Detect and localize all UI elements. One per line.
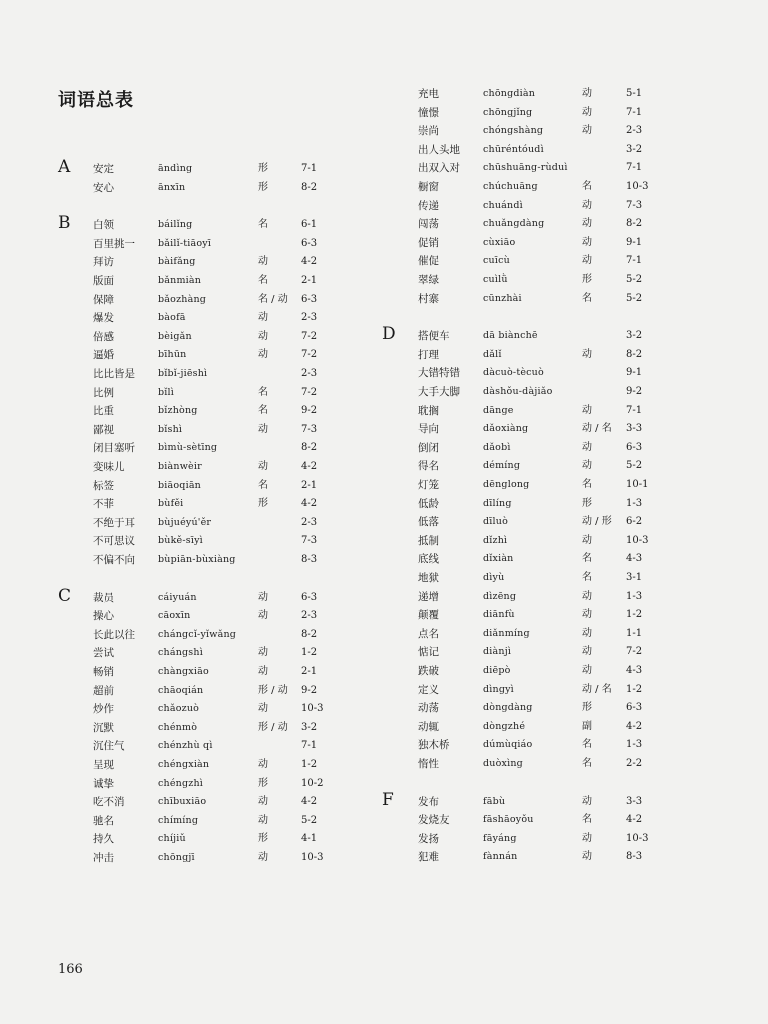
entry-lesson-ref: 6-3	[301, 591, 318, 603]
entry-word: 倒闭	[418, 441, 439, 454]
entry-pinyin: chénzhù qì	[158, 740, 213, 752]
entry-word: 安心	[93, 181, 114, 194]
entry-pinyin: fāshāoyǒu	[483, 814, 534, 826]
entry-word: 闯荡	[418, 218, 439, 231]
entry-part-of-speech: 动	[582, 534, 592, 546]
entry-lesson-ref: 10-3	[626, 832, 649, 844]
entry-part-of-speech: 形	[582, 702, 592, 714]
entry-part-of-speech: 动	[582, 404, 592, 416]
entry-word: 白领	[93, 219, 114, 232]
entry-word: 定义	[418, 683, 439, 696]
entry-lesson-ref: 1-2	[626, 609, 643, 621]
entry-lesson-ref: 9-2	[301, 405, 318, 417]
entry-pinyin: bìmù-sètīng	[158, 442, 218, 454]
entry-pinyin: bàifǎng	[158, 256, 196, 268]
entry-word: 地狱	[418, 572, 439, 584]
entry-word: 传递	[418, 199, 439, 212]
entry-lesson-ref: 1-2	[301, 759, 318, 770]
entry-word: 促销	[418, 236, 439, 249]
entry-part-of-speech: 动	[582, 441, 592, 453]
entry-word: 不绝于耳	[93, 516, 135, 529]
entry-pinyin: dā biànchē	[483, 330, 538, 342]
entry-pinyin: biànwèir	[158, 461, 202, 472]
entry-lesson-ref: 2-3	[301, 610, 318, 622]
entry-lesson-ref: 4-2	[626, 814, 643, 826]
entry-lesson-ref: 9-2	[301, 684, 318, 696]
entry-part-of-speech: 动	[582, 851, 592, 863]
entry-word: 抵制	[418, 534, 439, 547]
entry-lesson-ref: 4-2	[626, 720, 643, 732]
entry-lesson-ref: 5-2	[626, 274, 643, 285]
entry-pinyin: chángshì	[158, 647, 203, 659]
entry-part-of-speech: 动	[582, 106, 592, 118]
entry-pinyin: chāoqián	[158, 684, 204, 696]
entry-word: 得名	[418, 460, 439, 473]
entry-pinyin: cùxiāo	[483, 236, 516, 248]
entry-pinyin: dīluò	[483, 516, 508, 528]
entry-lesson-ref: 7-1	[301, 740, 318, 752]
entry-pinyin: dēnglong	[483, 479, 530, 490]
entry-lesson-ref: 7-1	[626, 404, 643, 416]
entry-part-of-speech: 名	[582, 553, 592, 565]
entry-lesson-ref: 7-1	[301, 163, 318, 174]
entry-pinyin: dǐzhì	[483, 534, 508, 546]
entry-word: 低落	[418, 516, 439, 529]
entry-word: 点名	[418, 627, 439, 640]
entry-lesson-ref: 2-1	[301, 275, 318, 286]
entry-part-of-speech: 动	[582, 590, 592, 602]
entry-part-of-speech: 名	[258, 405, 268, 417]
entry-lesson-ref: 7-2	[301, 330, 318, 342]
entry-pinyin: dàcuò-tècuò	[483, 367, 544, 379]
entry-word: 递增	[418, 590, 439, 603]
entry-word: 持久	[93, 833, 114, 846]
entry-pinyin: chōngjǐng	[483, 106, 533, 118]
entry-part-of-speech: 副	[582, 720, 592, 732]
entry-word: 百里挑一	[93, 237, 135, 250]
entry-pinyin: āndìng	[158, 163, 193, 174]
entry-lesson-ref: 6-3	[626, 441, 643, 453]
entry-lesson-ref: 7-1	[626, 255, 643, 267]
entry-lesson-ref: 1-3	[626, 739, 643, 751]
entry-word: 橱窗	[418, 181, 439, 193]
entry-lesson-ref: 7-3	[301, 535, 318, 547]
entry-pinyin: chōngjī	[158, 852, 195, 863]
entry-word: 倍感	[93, 330, 114, 343]
entry-lesson-ref: 3-1	[626, 572, 643, 583]
entry-word: 吃不消	[93, 796, 125, 809]
entry-part-of-speech: 动 / 形	[582, 516, 612, 528]
entry-word: 底线	[418, 553, 439, 566]
entry-pinyin: dǎobì	[483, 441, 511, 453]
entry-word: 畅销	[93, 666, 114, 678]
entry-word: 比重	[93, 405, 114, 418]
entry-pinyin: bǐzhòng	[158, 405, 198, 417]
entry-word: 呈现	[93, 759, 114, 771]
entry-lesson-ref: 6-3	[626, 702, 643, 714]
entry-pinyin: diànjì	[483, 646, 512, 658]
entry-part-of-speech: 动	[582, 236, 592, 248]
entry-pinyin: démíng	[483, 460, 521, 472]
entry-lesson-ref: 9-2	[626, 386, 643, 397]
entry-lesson-ref: 6-2	[626, 516, 643, 528]
entry-lesson-ref: 4-1	[301, 833, 318, 845]
entry-part-of-speech: 形	[258, 498, 268, 510]
entry-pinyin: bǐshì	[158, 423, 183, 435]
entry-part-of-speech: 动	[582, 609, 592, 621]
entry-lesson-ref: 10-1	[626, 479, 649, 490]
entry-part-of-speech: 名	[258, 386, 268, 398]
section-letter: D	[382, 324, 396, 345]
entry-pinyin: báilǐng	[158, 219, 193, 231]
entry-part-of-speech: 动	[258, 349, 268, 361]
entry-lesson-ref: 2-3	[301, 368, 318, 379]
entry-lesson-ref: 6-1	[301, 219, 318, 231]
entry-pinyin: chíjiǔ	[158, 833, 186, 845]
entry-pinyin: duòxìng	[483, 758, 523, 769]
entry-lesson-ref: 7-3	[626, 199, 643, 211]
entry-word: 耽搁	[418, 404, 439, 417]
entry-pinyin: bǎilǐ-tiāoyī	[158, 237, 212, 249]
entry-pinyin: dàshǒu-dàjiǎo	[483, 386, 553, 397]
entry-lesson-ref: 5-2	[301, 814, 318, 826]
entry-pinyin: bǐbǐ-jiēshì	[158, 368, 208, 379]
entry-part-of-speech: 动	[582, 88, 592, 99]
entry-lesson-ref: 10-2	[301, 777, 324, 789]
entry-word: 出人头地	[418, 143, 460, 156]
entry-part-of-speech: 形	[258, 163, 268, 174]
entry-pinyin: chímíng	[158, 814, 199, 826]
entry-part-of-speech: 动	[582, 199, 592, 211]
entry-word: 操心	[93, 610, 114, 623]
entry-pinyin: fànnán	[483, 851, 518, 863]
entry-pinyin: bùjuéyú'ěr	[158, 516, 212, 528]
entry-part-of-speech: 形 / 动	[258, 721, 288, 733]
entry-pinyin: dòngdàng	[483, 702, 533, 714]
entry-pinyin: dǎlǐ	[483, 348, 502, 360]
entry-word: 变味儿	[93, 461, 125, 473]
entry-pinyin: chībuxiāo	[158, 796, 207, 808]
entry-word: 拜访	[93, 256, 114, 269]
entry-word: 惰性	[418, 758, 439, 770]
entry-part-of-speech: 形	[582, 497, 592, 509]
entry-pinyin: chǎozuò	[158, 703, 200, 715]
entry-part-of-speech: 动	[258, 814, 268, 826]
entry-word: 闭目塞听	[93, 442, 135, 455]
entry-part-of-speech: 动 / 名	[582, 683, 612, 695]
entry-pinyin: fāyáng	[483, 832, 517, 844]
entry-part-of-speech: 动	[582, 218, 592, 230]
entry-word: 动荡	[418, 702, 439, 715]
entry-part-of-speech: 名	[258, 275, 268, 286]
entry-lesson-ref: 7-2	[301, 386, 318, 398]
entry-pinyin: bǎnmiàn	[158, 275, 202, 286]
entry-word: 大错特错	[418, 367, 460, 380]
entry-pinyin: chéngzhì	[158, 777, 204, 789]
entry-pinyin: biāoqiān	[158, 479, 202, 491]
entry-pinyin: cāoxīn	[158, 610, 191, 622]
entry-word: 村寨	[418, 292, 439, 305]
entry-lesson-ref: 8-2	[626, 348, 643, 360]
entry-word: 比比皆是	[93, 368, 135, 380]
entry-lesson-ref: 2-1	[301, 666, 318, 677]
entry-pinyin: chōngdiàn	[483, 88, 536, 99]
entry-part-of-speech: 动	[258, 423, 268, 435]
entry-word: 炒作	[93, 703, 114, 716]
entry-word: 标签	[93, 479, 114, 492]
entry-lesson-ref: 10-3	[301, 852, 324, 863]
section-letter: B	[58, 213, 71, 234]
entry-part-of-speech: 动	[582, 665, 592, 676]
entry-part-of-speech: 形 / 动	[258, 684, 288, 696]
entry-lesson-ref: 7-1	[626, 162, 643, 174]
entry-part-of-speech: 动	[258, 591, 268, 603]
entry-part-of-speech: 动	[582, 460, 592, 472]
entry-part-of-speech: 名	[582, 739, 592, 751]
entry-lesson-ref: 4-2	[301, 461, 318, 472]
entry-part-of-speech: 动	[258, 703, 268, 715]
entry-pinyin: dúmùqiáo	[483, 739, 533, 751]
entry-pinyin: cuīcù	[483, 255, 510, 267]
entry-pinyin: chénmò	[158, 721, 198, 733]
entry-pinyin: dǐxiàn	[483, 553, 514, 565]
entry-part-of-speech: 名	[582, 572, 592, 583]
section-letter: C	[58, 585, 72, 606]
entry-lesson-ref: 4-2	[301, 256, 318, 268]
entry-word: 裁员	[93, 591, 114, 604]
entry-lesson-ref: 5-2	[626, 292, 643, 304]
entry-word: 不菲	[93, 498, 114, 511]
entry-lesson-ref: 1-2	[626, 683, 643, 695]
entry-lesson-ref: 2-2	[626, 758, 643, 769]
entry-pinyin: dīlíng	[483, 497, 512, 509]
entry-part-of-speech: 动 / 名	[582, 423, 612, 435]
entry-part-of-speech: 动	[258, 256, 268, 268]
entry-pinyin: bùpiān-bùxiàng	[158, 554, 236, 565]
entry-part-of-speech: 动	[258, 610, 268, 622]
entry-lesson-ref: 1-3	[626, 590, 643, 602]
entry-pinyin: diǎnmíng	[483, 627, 530, 639]
entry-word: 充电	[418, 88, 439, 100]
entry-pinyin: cūnzhài	[483, 292, 522, 304]
entry-pinyin: bǐlì	[158, 386, 174, 398]
entry-word: 打理	[418, 348, 439, 361]
entry-word: 逼婚	[93, 349, 114, 362]
entry-word: 驰名	[93, 814, 114, 827]
entry-pinyin: chéngxiàn	[158, 759, 210, 770]
entry-lesson-ref: 7-3	[301, 423, 318, 435]
entry-word: 搭便车	[418, 330, 450, 343]
entry-part-of-speech: 名 / 动	[258, 293, 288, 305]
entry-word: 比例	[93, 386, 114, 399]
entry-word: 发烧友	[418, 814, 450, 827]
page-title: 词语总表	[58, 90, 134, 111]
entry-word: 沉默	[93, 721, 114, 734]
entry-lesson-ref: 3-3	[626, 795, 643, 807]
entry-part-of-speech: 名	[258, 219, 268, 231]
entry-pinyin: bùkě-sīyì	[158, 535, 203, 547]
entry-part-of-speech: 形	[258, 777, 268, 789]
entry-word: 翠绿	[418, 274, 439, 286]
entry-pinyin: chuándì	[483, 199, 523, 211]
entry-lesson-ref: 9-1	[626, 367, 643, 379]
entry-word: 犯难	[418, 851, 439, 864]
entry-part-of-speech: 形	[582, 274, 592, 285]
entry-word: 发布	[418, 795, 439, 808]
entry-pinyin: dìzēng	[483, 590, 517, 602]
entry-lesson-ref: 4-2	[301, 796, 318, 808]
entry-lesson-ref: 8-3	[626, 851, 643, 863]
entry-part-of-speech: 动	[258, 312, 268, 324]
entry-word: 催促	[418, 255, 439, 268]
entry-word: 爆发	[93, 312, 114, 325]
entry-pinyin: dìngyì	[483, 683, 514, 695]
entry-lesson-ref: 8-3	[301, 554, 318, 565]
entry-part-of-speech: 名	[582, 181, 592, 192]
entry-word: 低龄	[418, 497, 439, 510]
section-letter: F	[382, 789, 394, 810]
entry-lesson-ref: 3-2	[301, 721, 318, 733]
entry-word: 颠覆	[418, 609, 439, 622]
entry-part-of-speech: 名	[582, 292, 592, 304]
entry-pinyin: chūréntóudì	[483, 143, 544, 155]
entry-lesson-ref: 1-3	[626, 497, 643, 509]
entry-part-of-speech: 动	[258, 647, 268, 659]
entry-part-of-speech: 动	[582, 627, 592, 639]
entry-pinyin: diēpò	[483, 665, 511, 676]
entry-part-of-speech: 动	[582, 832, 592, 844]
entry-lesson-ref: 5-1	[626, 88, 643, 99]
entry-pinyin: chángcǐ-yǐwǎng	[158, 628, 237, 640]
entry-pinyin: cáiyuán	[158, 591, 197, 603]
entry-lesson-ref: 8-2	[301, 181, 318, 193]
entry-part-of-speech: 名	[582, 758, 592, 769]
entry-word: 导向	[418, 423, 439, 436]
entry-word: 长此以往	[93, 628, 135, 641]
entry-part-of-speech: 动	[258, 759, 268, 770]
entry-part-of-speech: 动	[582, 125, 592, 137]
entry-word: 冲击	[93, 852, 114, 864]
entry-pinyin: diānfù	[483, 609, 515, 621]
entry-lesson-ref: 3-2	[626, 330, 643, 342]
entry-lesson-ref: 9-1	[626, 236, 643, 248]
entry-word: 不偏不向	[93, 554, 135, 566]
entry-part-of-speech: 动	[258, 666, 268, 677]
entry-lesson-ref: 3-2	[626, 143, 643, 155]
entry-pinyin: chàngxiāo	[158, 666, 209, 677]
entry-lesson-ref: 10-3	[626, 181, 649, 192]
entry-part-of-speech: 动	[258, 461, 268, 472]
entry-part-of-speech: 名	[582, 479, 592, 490]
entry-word: 跌破	[418, 665, 439, 677]
entry-word: 出双入对	[418, 162, 460, 175]
entry-pinyin: chuǎngdàng	[483, 218, 545, 230]
entry-pinyin: dìyù	[483, 572, 505, 583]
entry-pinyin: dòngzhé	[483, 720, 526, 732]
entry-lesson-ref: 4-3	[626, 553, 643, 565]
entry-part-of-speech: 动	[582, 795, 592, 807]
entry-pinyin: bīhūn	[158, 349, 187, 361]
entry-lesson-ref: 8-2	[301, 628, 318, 640]
entry-pinyin: ānxīn	[158, 181, 186, 193]
entry-lesson-ref: 10-3	[626, 534, 649, 546]
entry-part-of-speech: 动	[258, 330, 268, 342]
entry-word: 尝试	[93, 647, 114, 660]
page-number: 166	[58, 962, 83, 977]
entry-lesson-ref: 5-2	[626, 460, 643, 472]
entry-pinyin: chúchuāng	[483, 181, 538, 192]
entry-pinyin: cuìlǜ	[483, 274, 508, 285]
entry-pinyin: dānge	[483, 404, 514, 416]
entry-word: 惦记	[418, 646, 439, 659]
entry-word: 沉住气	[93, 740, 125, 753]
entry-lesson-ref: 2-1	[301, 479, 318, 491]
entry-part-of-speech: 形	[258, 833, 268, 845]
entry-word: 鄙视	[93, 423, 114, 436]
entry-lesson-ref: 3-3	[626, 423, 643, 435]
entry-word: 憧憬	[418, 106, 439, 119]
entry-lesson-ref: 8-2	[301, 442, 318, 454]
entry-word: 诚挚	[93, 777, 114, 790]
entry-lesson-ref: 1-2	[301, 647, 318, 659]
entry-part-of-speech: 动	[582, 646, 592, 658]
entry-lesson-ref: 10-3	[301, 703, 324, 715]
entry-word: 发扬	[418, 832, 439, 845]
entry-part-of-speech: 名	[258, 479, 268, 491]
entry-lesson-ref: 8-2	[626, 218, 643, 230]
entry-lesson-ref: 7-1	[626, 106, 643, 118]
entry-lesson-ref: 2-3	[626, 125, 643, 137]
entry-word: 崇尚	[418, 125, 439, 138]
entry-part-of-speech: 动	[258, 852, 268, 863]
entry-pinyin: chūshuāng-rùduì	[483, 162, 568, 174]
entry-part-of-speech: 动	[258, 796, 268, 808]
entry-pinyin: bàofā	[158, 312, 186, 324]
entry-lesson-ref: 6-3	[301, 293, 318, 305]
entry-pinyin: dǎoxiàng	[483, 423, 529, 435]
entry-lesson-ref: 1-1	[626, 627, 643, 639]
entry-part-of-speech: 形	[258, 181, 268, 193]
entry-word: 安定	[93, 163, 114, 175]
entry-pinyin: bǎozhàng	[158, 293, 207, 305]
entry-lesson-ref: 4-2	[301, 498, 318, 510]
section-letter: A	[58, 157, 71, 177]
entry-pinyin: bèigǎn	[158, 330, 192, 342]
entry-word: 大手大脚	[418, 386, 460, 398]
entry-lesson-ref: 6-3	[301, 237, 318, 249]
entry-part-of-speech: 动	[582, 348, 592, 360]
entry-lesson-ref: 2-3	[301, 312, 318, 324]
entry-word: 超前	[93, 684, 114, 697]
entry-part-of-speech: 名	[582, 814, 592, 826]
entry-lesson-ref: 7-2	[301, 349, 318, 361]
entry-lesson-ref: 7-2	[626, 646, 643, 658]
entry-word: 保障	[93, 293, 114, 306]
entry-lesson-ref: 2-3	[301, 516, 318, 528]
entry-pinyin: bùfěi	[158, 498, 184, 510]
entry-word: 灯笼	[418, 479, 439, 491]
entry-pinyin: chóngshàng	[483, 125, 544, 137]
entry-word: 独木桥	[418, 739, 450, 752]
entry-word: 不可思议	[93, 535, 135, 548]
entry-lesson-ref: 4-3	[626, 665, 643, 676]
entry-part-of-speech: 动	[582, 255, 592, 267]
entry-pinyin: fābù	[483, 795, 506, 807]
entry-word: 版面	[93, 275, 114, 287]
entry-word: 动辄	[418, 720, 439, 733]
